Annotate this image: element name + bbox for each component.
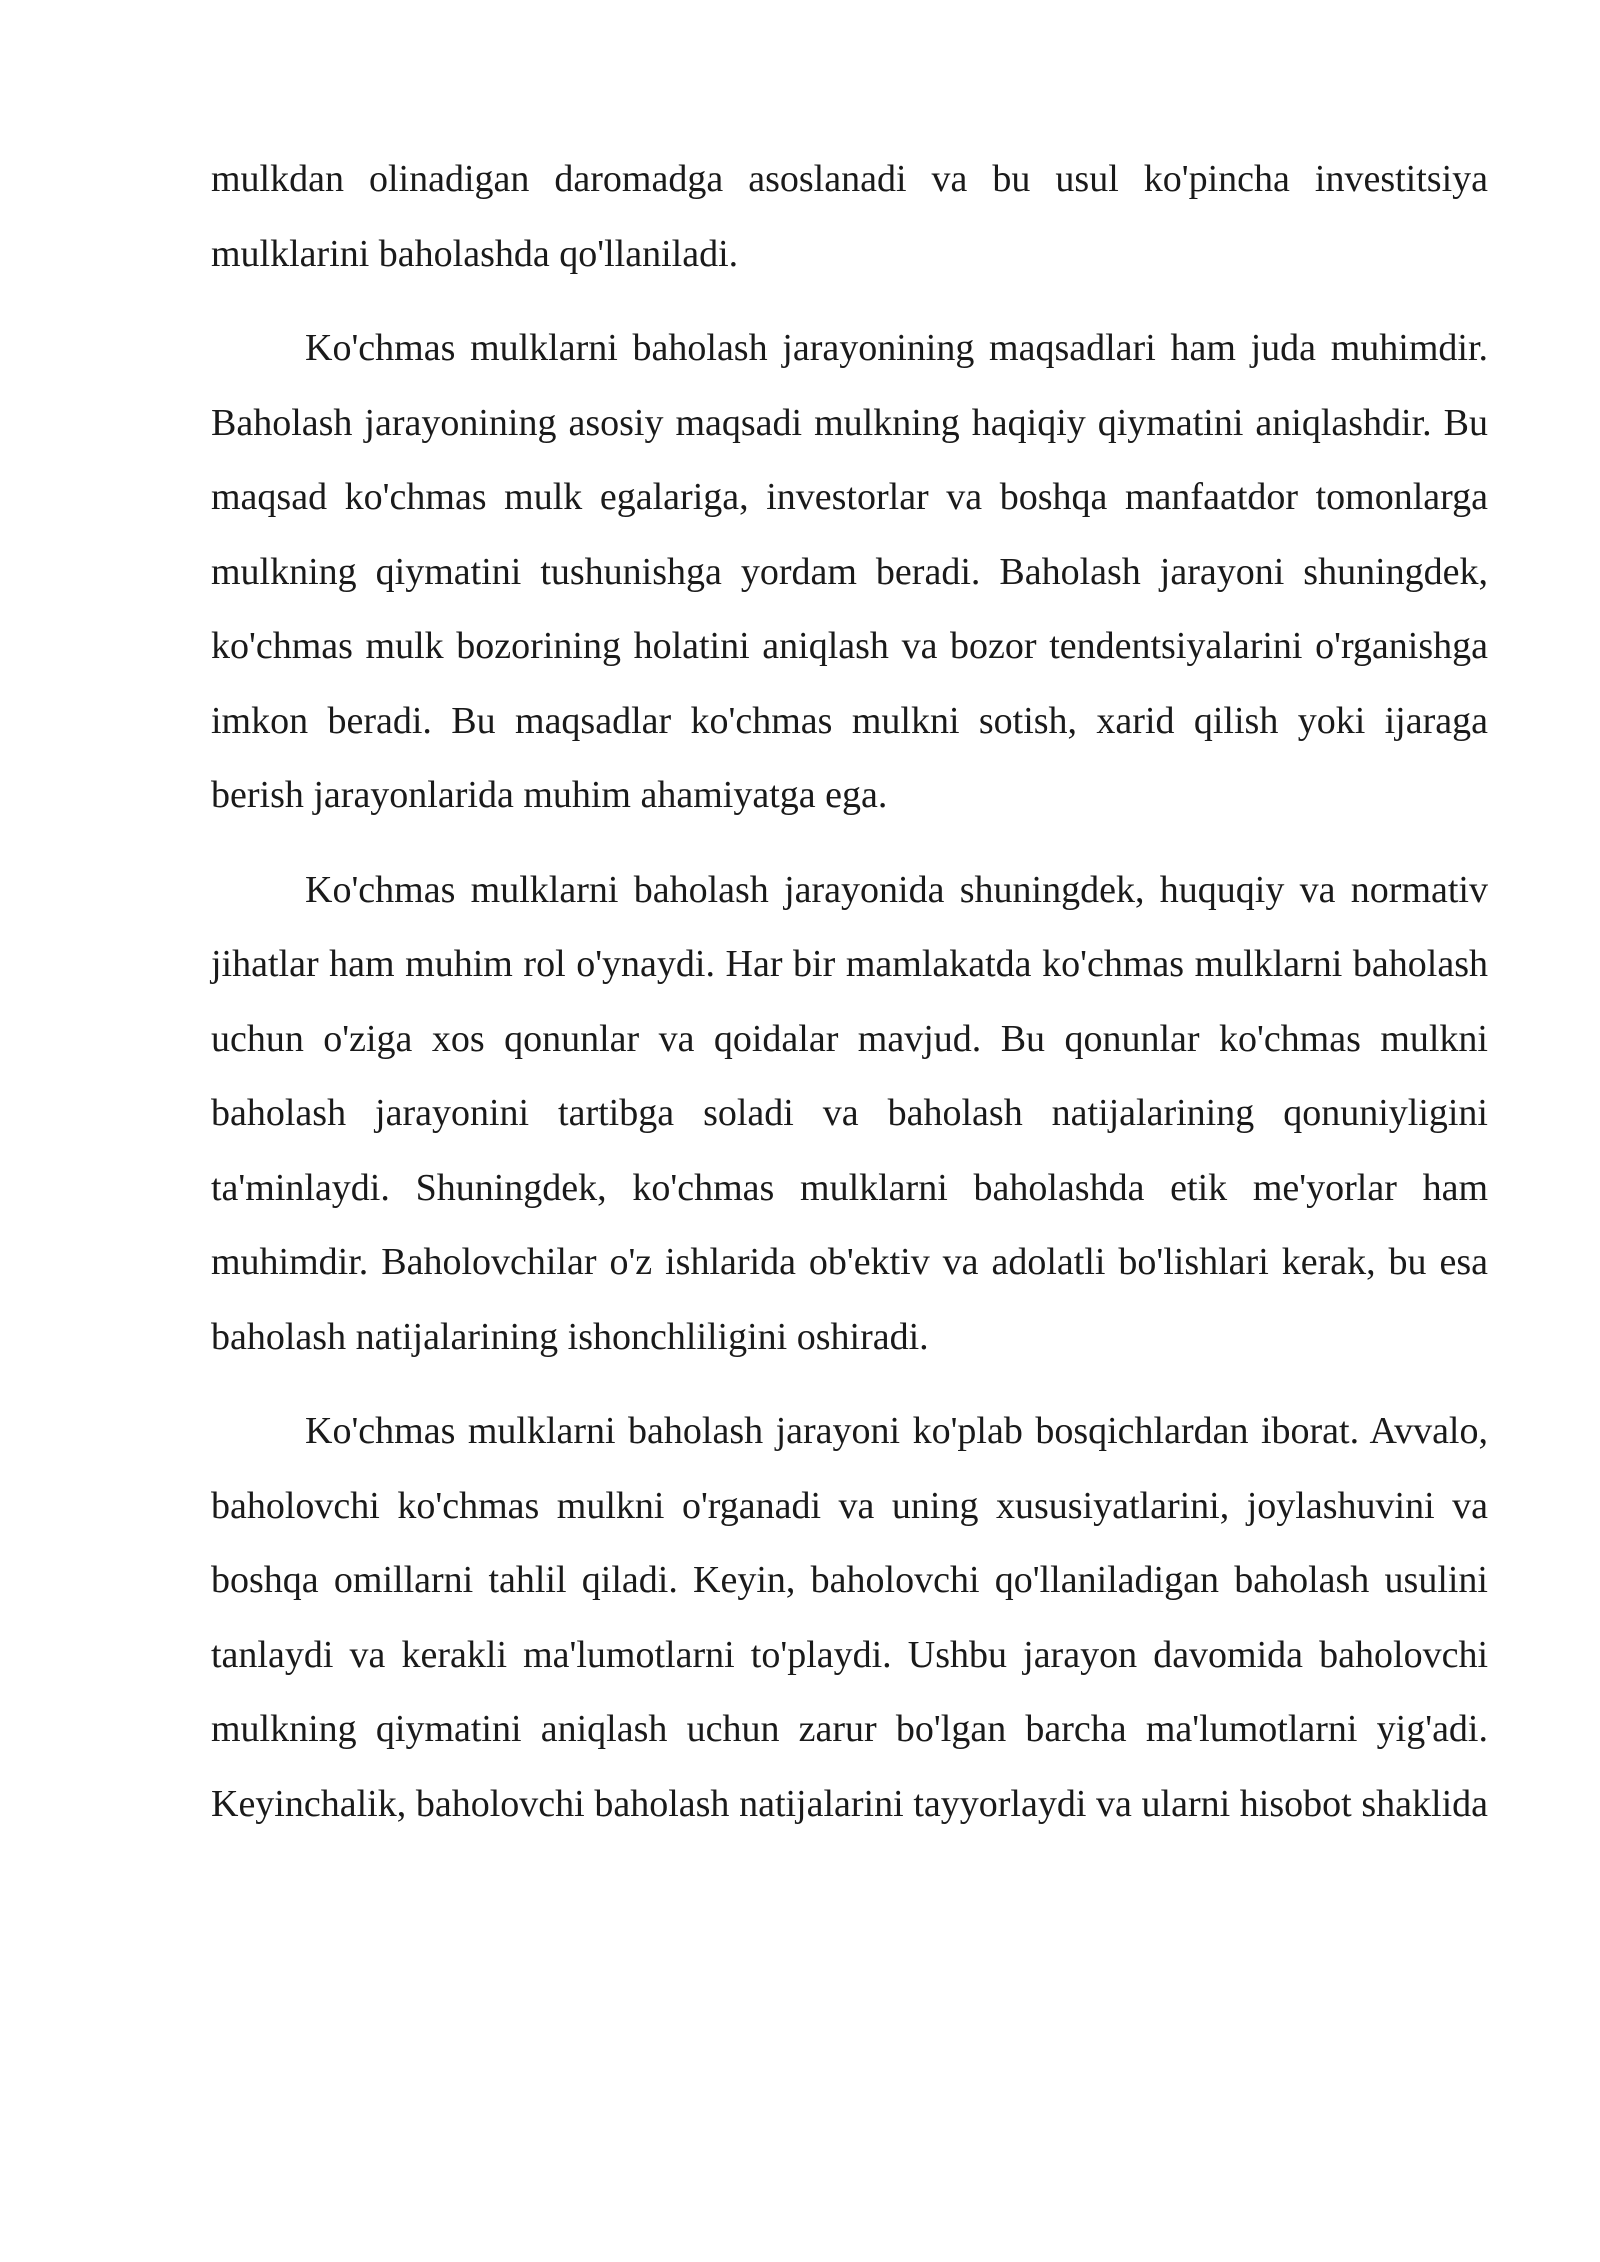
paragraph-valuation-goals: Ko'chmas mulklarni baholash jarayonining maqsadlari ham juda muhimdir. Baholash jarayonining asosiy maqsadi mulkning haqiqiy qiymatini aniqlashdir. Bu maqsad ko'chmas mulk egalariga, investorlar va boshqa manfaatdor tomonlarga mulkning qiymatini tushunishga yordam beradi. Baholash jarayoni shuningdek, ko'chmas mulk bozorining holatini aniqlash va bozor tendentsiyalarini o'rganishga imkon beradi. Bu maqsadlar ko'chmas mulkni sotish, xarid qilish yoki ijaraga berish jarayonlarida muhim ahamiyatga ega. (211, 327, 1488, 816)
document-body (211, 142, 1488, 1861)
paragraph-continuation: mulkdan olinadigan daromadga asoslanadi va bu usul ko'pincha investitsiya mulklarini baholashda qo'llaniladi. (211, 158, 1488, 275)
paragraph-legal-aspects: Ko'chmas mulklarni baholash jarayonida shuningdek, huquqiy va normativ jihatlar ham muhim rol o'ynaydi. Har bir mamlakatda ko'chmas mulklarni baholash uchun o'ziga xos qonunlar va qoidalar mavjud. Bu qonunlar ko'chmas mulkni baholash jarayonini tartibga soladi va baholash natijalarining qonuniyligini ta'minlaydi. Shuningdek, ko'chmas mulklarni baholashda etik me'yorlar ham muhimdir. Baholovchilar o'z ishlarida ob'ektiv va adolatli bo'lishlari kerak, bu esa baholash natijalarining ishonchliligini oshiradi. (211, 868, 1488, 1358)
paragraph-valuation-stages: Ko'chmas mulklarni baholash jarayoni ko'plab bosqichlardan iborat. Avvalo, baholovchi ko'chmas mulkni o'rganadi va uning xususiyatlarini, joylashuvini va boshqa omillarni tahlil qiladi. Keyin, baholovchi qo'llaniladigan baholash usulini tanlaydi va kerakli ma'lumotlarni to'playdi. Ushbu jarayon davomida baholovchi mulkning qiymatini aniqlash uchun zarur bo'lgan barcha ma'lumotlarni yig'adi. Keyinchalik, baholovchi baholash natijalarini tayyorlaydi va ularni hisobot shaklida (211, 1410, 1488, 1825)
